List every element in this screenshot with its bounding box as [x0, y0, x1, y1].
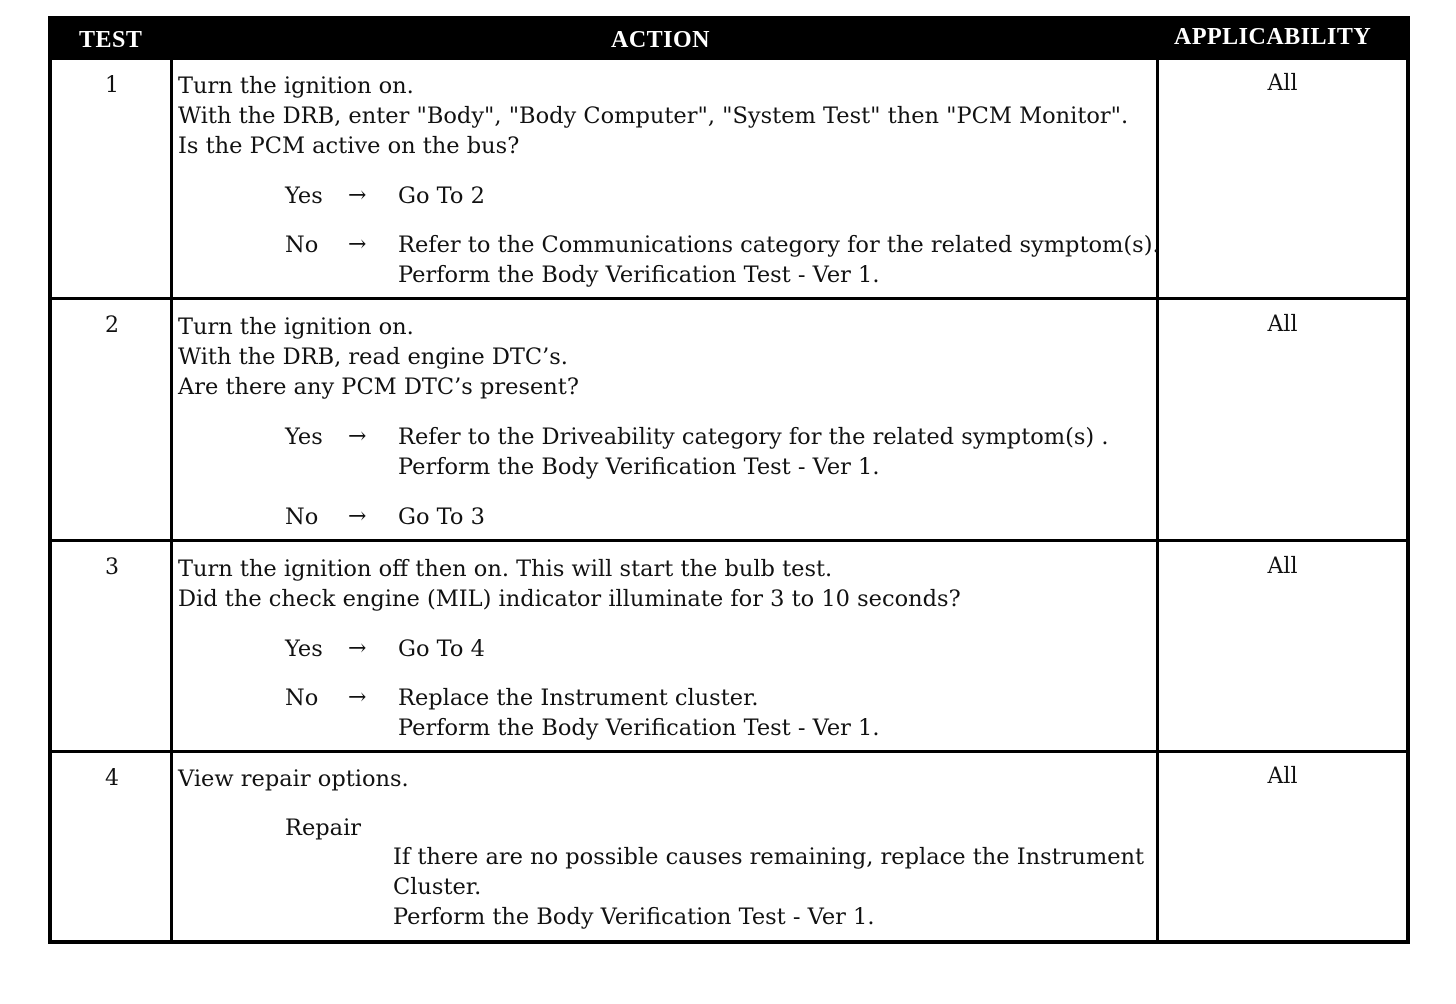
arrow-icon: →: [348, 232, 367, 257]
table-row: [52, 60, 1406, 297]
diagnostic-table: [48, 16, 1410, 944]
no-result: Perform the Body Verification Test - Ver 1.: [398, 715, 880, 741]
yes-label: Yes: [285, 636, 323, 662]
test-number: 4: [105, 766, 119, 791]
applicability-value: All: [1267, 554, 1298, 579]
no-label: No: [285, 232, 319, 258]
arrow-icon: →: [348, 183, 367, 208]
yes-result: Go To 4: [398, 636, 485, 662]
no-result: Replace the Instrument cluster.: [398, 685, 759, 711]
table-row: [52, 300, 1406, 539]
repair-text: Cluster.: [393, 874, 482, 900]
step-text: Did the check engine (MIL) indicator illuminate for 3 to 10 seconds?: [178, 586, 961, 612]
header-test: TEST: [79, 27, 143, 53]
table-header: [52, 20, 1406, 60]
step-text: Is the PCM active on the bus?: [178, 133, 520, 159]
table-row: [52, 542, 1406, 750]
step-text: Turn the ignition off then on. This will start the bulb test.: [178, 556, 833, 582]
step-text: With the DRB, read engine DTC’s.: [178, 344, 568, 370]
repair-text: If there are no possible causes remaining, replace the Instrument: [393, 844, 1145, 870]
step-text: Turn the ignition on.: [178, 73, 414, 99]
test-number: 2: [105, 313, 119, 338]
header-action: ACTION: [611, 27, 711, 53]
no-result: Go To 3: [398, 504, 485, 530]
repair-label: Repair: [285, 815, 362, 841]
no-label: No: [285, 504, 319, 530]
repair-text: Perform the Body Verification Test - Ver 1.: [393, 904, 875, 930]
no-result: Perform the Body Verification Test - Ver 1.: [398, 262, 880, 288]
step-text: Turn the ignition on.: [178, 314, 414, 340]
no-result: Refer to the Communications category for the related symptom(s).: [398, 232, 1160, 258]
arrow-icon: →: [348, 424, 367, 449]
step-text: View repair options.: [178, 766, 409, 792]
header-applicability: APPLICABILITY: [1174, 24, 1372, 50]
yes-label: Yes: [285, 183, 323, 209]
step-text: With the DRB, enter "Body", "Body Computer", "System Test" then "PCM Monitor".: [178, 103, 1129, 129]
arrow-icon: →: [348, 685, 367, 710]
step-text: Are there any PCM DTC’s present?: [178, 374, 579, 400]
yes-label: Yes: [285, 424, 323, 450]
arrow-icon: →: [348, 636, 367, 661]
applicability-value: All: [1267, 71, 1298, 96]
yes-result: Refer to the Driveability category for the related symptom(s) .: [398, 424, 1109, 450]
test-number: 3: [105, 555, 119, 580]
applicability-value: All: [1267, 312, 1298, 337]
yes-result: Perform the Body Verification Test - Ver 1.: [398, 454, 880, 480]
arrow-icon: →: [348, 504, 367, 529]
no-label: No: [285, 685, 319, 711]
yes-result: Go To 2: [398, 183, 485, 209]
test-number: 1: [105, 73, 119, 98]
applicability-value: All: [1267, 764, 1298, 789]
table-row: [52, 753, 1406, 944]
